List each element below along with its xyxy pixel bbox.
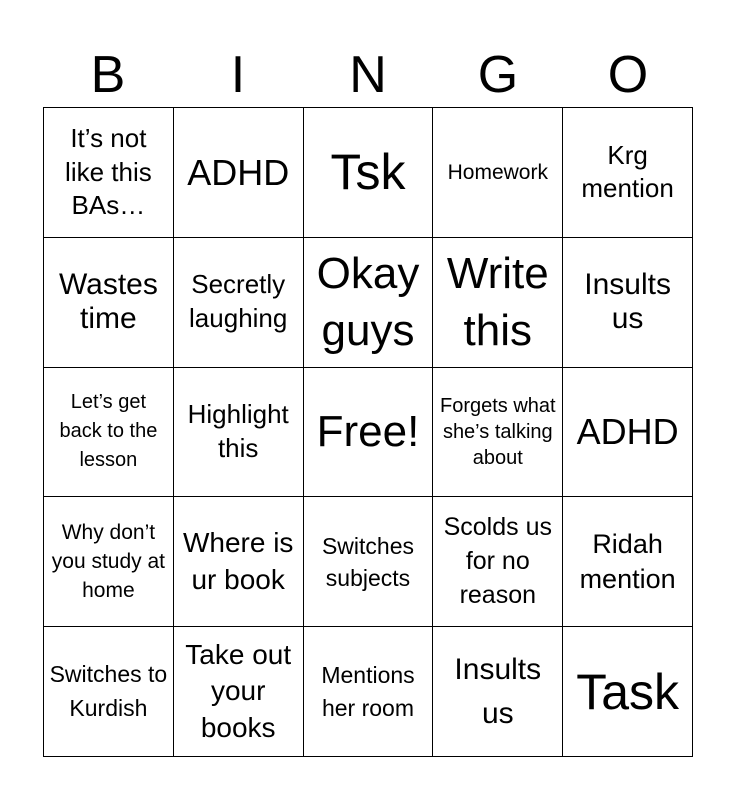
cell-text: Let’s get back to the lesson [59, 391, 158, 472]
bingo-cell[interactable] [304, 368, 434, 498]
cell-text: Mentions her room [321, 662, 415, 721]
bingo-cell[interactable] [44, 627, 174, 757]
bingo-cell[interactable] [563, 368, 693, 498]
bingo-cell[interactable] [433, 627, 563, 757]
cell-text: Forgets what she’s talking about [439, 394, 556, 469]
bingo-cell[interactable] [304, 497, 434, 627]
header-letter-b: B [90, 46, 126, 104]
cell-text: Why don’t you study at home [51, 520, 166, 603]
header-letter-o: O [607, 46, 649, 104]
bingo-cell[interactable] [174, 238, 304, 368]
bingo-cell[interactable] [433, 238, 563, 368]
cell-text: Switches to Kurdish [49, 661, 168, 721]
cell-text: Homework [447, 160, 548, 184]
bingo-cell[interactable] [304, 627, 434, 757]
bingo-cell[interactable] [563, 108, 693, 238]
bingo-cell[interactable] [563, 238, 693, 368]
cell-text: Write this [446, 249, 549, 356]
header-letter-i: I [230, 46, 246, 104]
bingo-cell[interactable] [44, 238, 174, 368]
bingo-cell[interactable] [44, 368, 174, 498]
cell-text: Wastes time [58, 267, 158, 336]
cell-text: Okay guys [316, 249, 420, 356]
cell-text: ADHD [187, 151, 290, 193]
cell-text: Krg mention [581, 139, 674, 204]
header-letter-g: G [477, 46, 519, 104]
bingo-cell[interactable] [44, 108, 174, 238]
cell-text: It’s not like this BAs… [65, 122, 152, 221]
bingo-cell[interactable] [174, 108, 304, 238]
bingo-cell[interactable] [563, 497, 693, 627]
header-letter-n: N [349, 46, 387, 104]
cell-text: Switches subjects [321, 532, 415, 591]
bingo-board [43, 107, 693, 757]
cell-text: Take out your books [185, 639, 292, 743]
bingo-cell[interactable] [174, 368, 304, 498]
bingo-cell[interactable] [304, 238, 434, 368]
bingo-cell[interactable] [44, 497, 174, 627]
cell-text: Insults us [584, 267, 671, 336]
cell-text: Highlight this [187, 399, 289, 463]
bingo-cell[interactable] [433, 497, 563, 627]
bingo-cell[interactable] [433, 368, 563, 498]
cell-text: ADHD [576, 411, 679, 453]
bingo-header [43, 44, 693, 106]
cell-text: Secretly laughing [189, 269, 288, 334]
bingo-cell[interactable] [563, 627, 693, 757]
cell-text: Where is ur book [182, 527, 294, 595]
cell-text: Ridah mention [579, 528, 676, 594]
bingo-cell[interactable] [304, 108, 434, 238]
bingo-cell[interactable] [433, 108, 563, 238]
free-space: Free! [316, 407, 420, 457]
bingo-cell[interactable] [174, 627, 304, 757]
cell-text: Scolds us for no reason [443, 513, 552, 609]
cell-text: Insults us [454, 653, 542, 730]
cell-text: Task [576, 663, 679, 720]
bingo-cell[interactable] [174, 497, 304, 627]
cell-text: Tsk [330, 144, 406, 201]
